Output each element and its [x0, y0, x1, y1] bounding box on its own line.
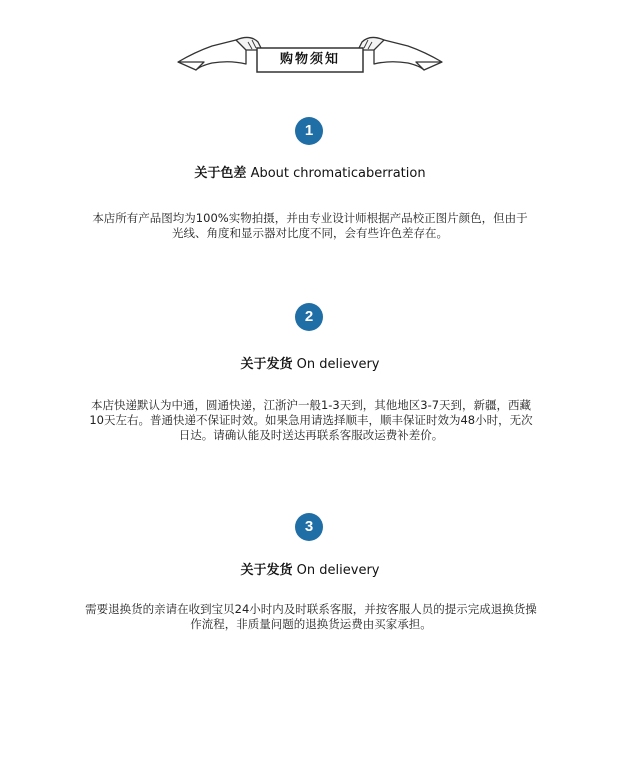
ribbon-icon — [0, 0, 620, 90]
section-title-cn: 关于发货 — [240, 563, 293, 578]
section-number-badge: 3 — [295, 513, 323, 541]
section-title-en: On delievery — [296, 357, 380, 372]
section-number-badge: 1 — [295, 117, 323, 145]
section-title-cn: 关于发货 — [240, 357, 293, 372]
section-body: 本店所有产品图均为100%实物拍摄，并由专业设计师根据产品校正图片颜色，但由于光线、角度和显示器对比度不同，会有些许色差存在。 — [92, 211, 528, 240]
banner-title: 购物须知 — [279, 52, 340, 67]
section-title — [0, 353, 620, 372]
section-title — [0, 162, 620, 181]
section-number-badge: 2 — [295, 303, 323, 331]
section-body: 需要退换货的亲请在收到宝贝24小时内及时联系客服，并按客服人员的提示完成退换货操作流程，非质量问题的退换货运费由买家承担。 — [85, 602, 537, 631]
section-title-en: About chromaticaberration — [250, 166, 426, 181]
section-title-cn: 关于色差 — [194, 166, 247, 181]
section-title-en: On delievery — [296, 563, 380, 578]
section-title — [0, 559, 620, 578]
section-body: 本店快递默认为中通，圆通快递，江浙沪一般1-3天到，其他地区3-7天到，新疆，西藏10天左右。普通快递不保证时效。如果急用请选择顺丰，顺丰保证时效为48小时，无次日达。请确认能及时送达再联系客服改运费补差价。 — [89, 398, 533, 442]
